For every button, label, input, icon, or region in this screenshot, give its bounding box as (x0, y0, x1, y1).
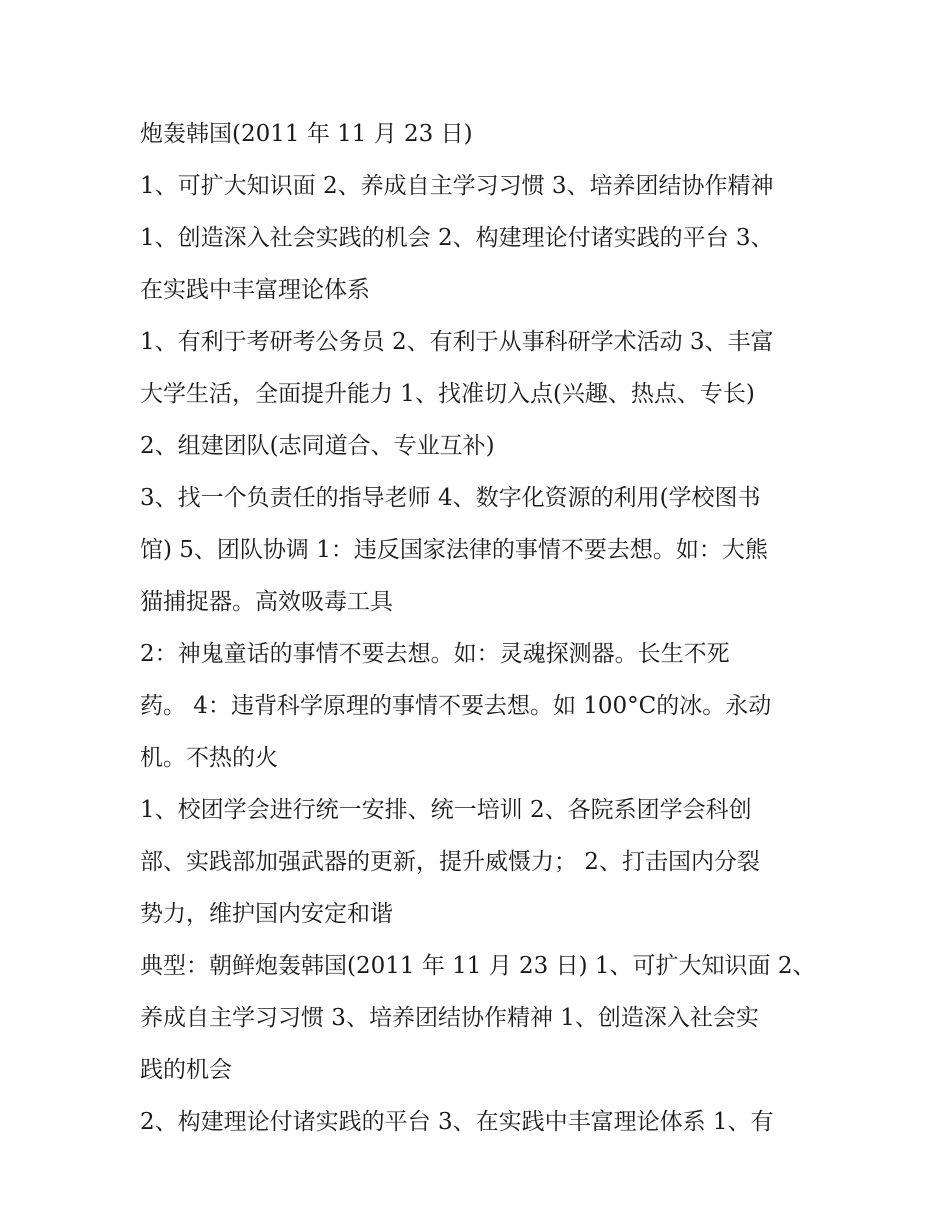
text-line: 1、创造深入社会实践的机会 2、构建理论付诸实践的平台 3、 (140, 225, 774, 251)
text-line: 2：神鬼童话的事情不要去想。如：灵魂探测器。长生不死 (140, 641, 730, 667)
text-line: 在实践中丰富理论体系 (140, 277, 370, 303)
text-line: 炮轰韩国(2011 年 11 月 23 日) (140, 121, 473, 147)
document-body (140, 108, 820, 1148)
text-line: 药。 4：违背科学原理的事情不要去想。如 100°C的冰。永动 (140, 693, 772, 719)
text-line: 大学生活，全面提升能力 1、找准切入点(兴趣、热点、专长) (140, 381, 755, 407)
text-line: 典型：朝鲜炮轰韩国(2011 年 11 月 23 日) 1、可扩大知识面 2、 (140, 953, 816, 979)
text-line: 1、可扩大知识面 2、养成自主学习习惯 3、培养团结协作精神 (140, 173, 774, 199)
text-line: 养成自主学习习惯 3、培养团结协作精神 1、创造深入社会实 (140, 1005, 759, 1031)
text-line: 1、校团学会进行统一安排、统一培训 2、各院系团学会科创 (140, 797, 752, 823)
text-line: 机。不热的火 (140, 745, 278, 771)
text-line: 2、构建理论付诸实践的平台 3、在实践中丰富理论体系 1、有 (140, 1109, 774, 1135)
text-line: 2、组建团队(志同道合、专业互补) (140, 433, 495, 459)
text-line: 猫捕捉器。高效吸毒工具 (140, 589, 393, 615)
text-line: 部、实践部加强武器的更新，提升威慑力； 2、打击国内分裂 (140, 849, 760, 875)
text-line: 势力，维护国内安定和谐 (140, 901, 393, 927)
text-line: 馆) 5、团队协调 1：违反国家法律的事情不要去想。如：大熊 (140, 537, 768, 563)
text-line: 1、有利于考研考公务员 2、有利于从事科研学术活动 3、丰富 (140, 329, 774, 355)
text-line: 3、找一个负责任的指导老师 4、数字化资源的利用(学校图书 (140, 485, 761, 511)
text-line: 践的机会 (140, 1057, 232, 1083)
